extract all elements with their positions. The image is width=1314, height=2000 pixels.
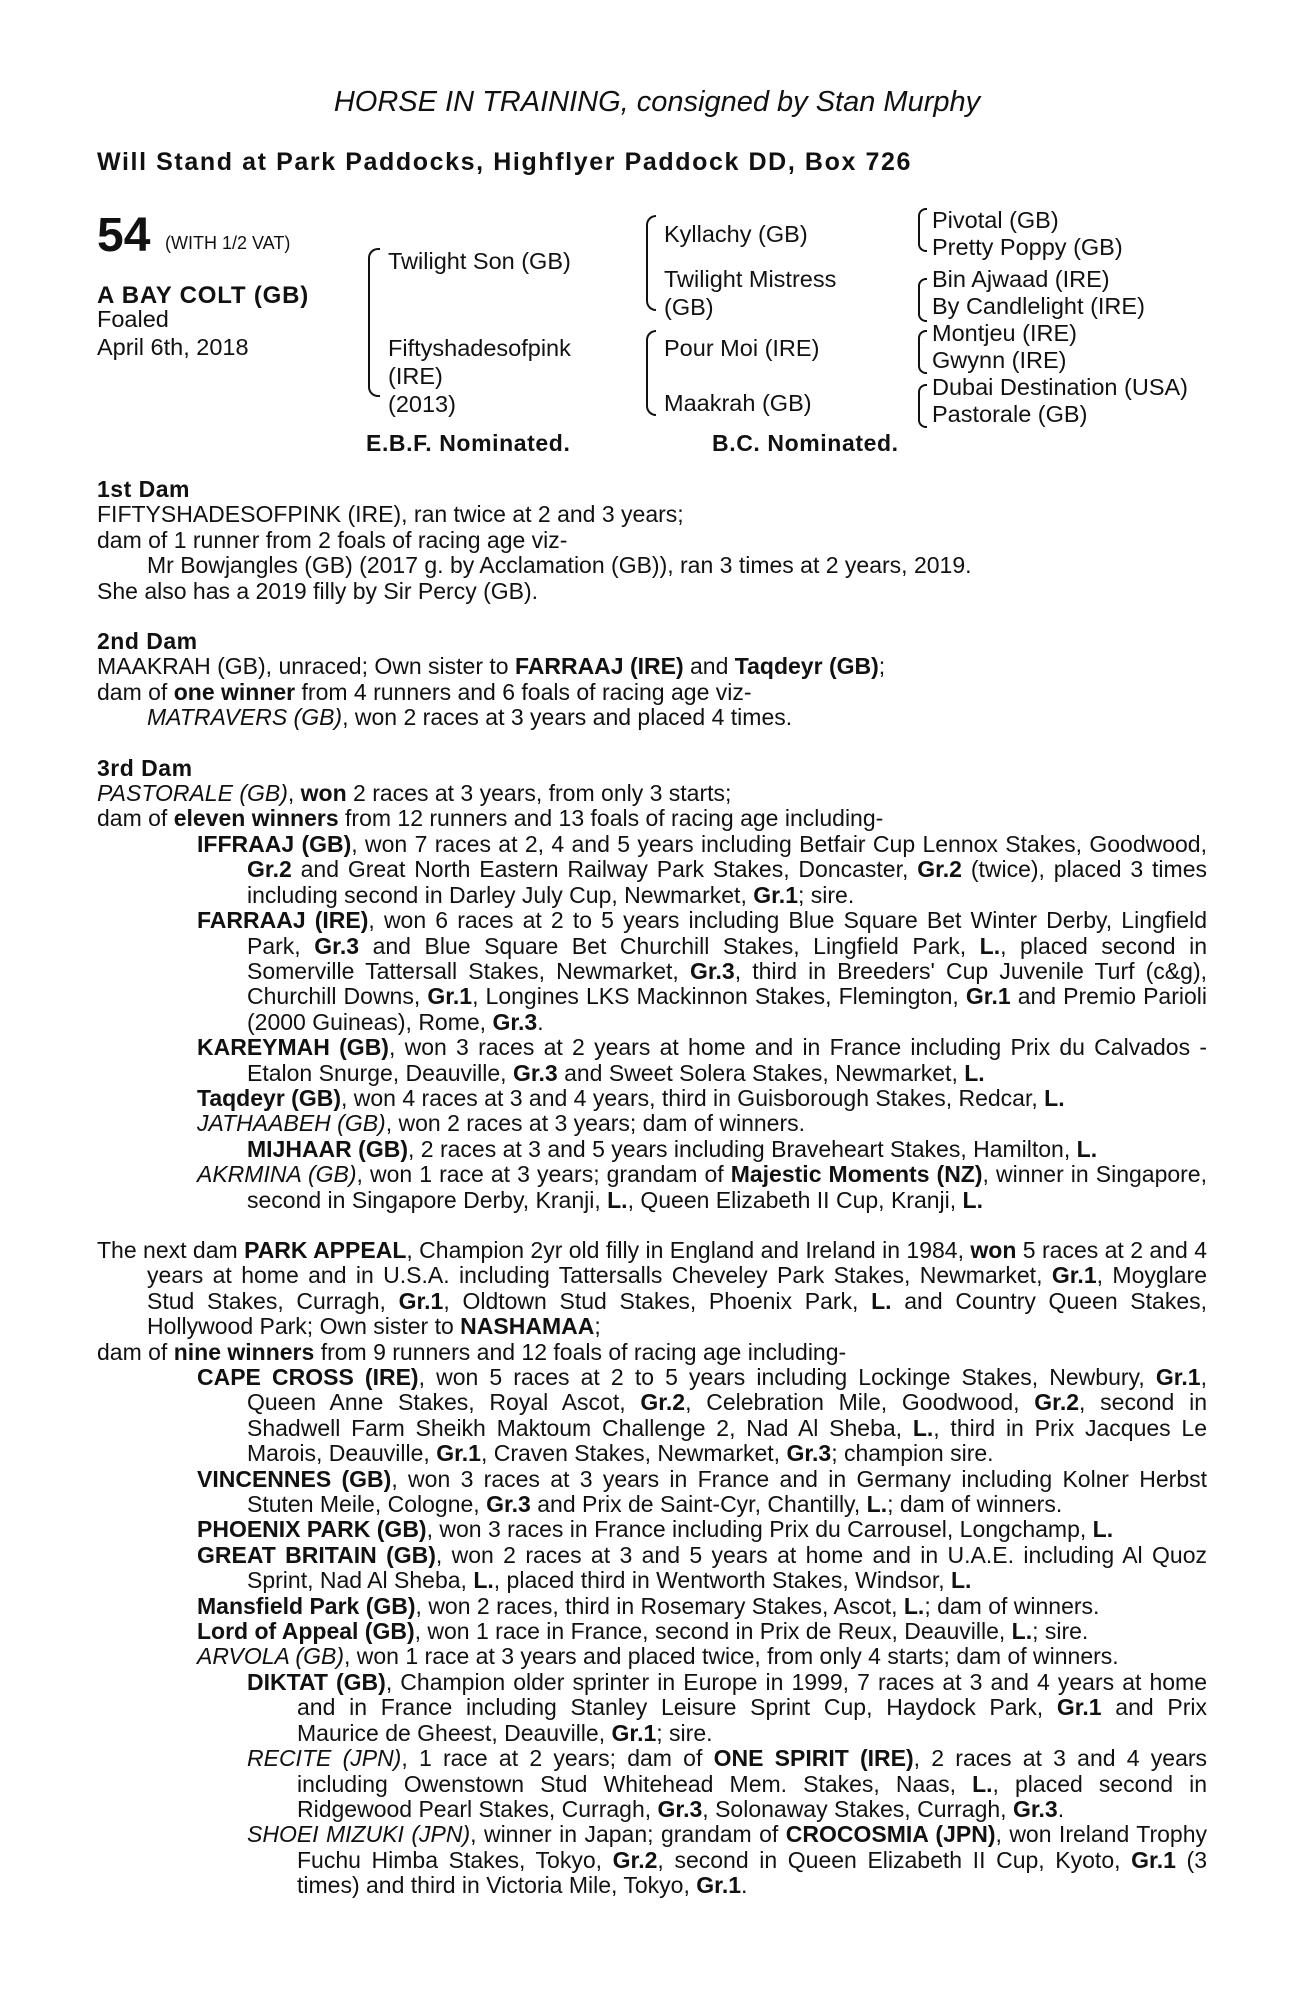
first-dam-produce: dam of 1 runner from 2 foals of racing age viz- [97, 526, 568, 553]
catalogue-heading: HORSE IN TRAINING, consigned by Stan Murphy [333, 86, 981, 118]
progeny-vincennes: VINCENNES (GB), won 3 races at 3 years in France and in Germany including Kolner Herbst Stuten Meile, Cologne, Gr.3 and Prix de Saint-Cyr, Chantilly, L.; dam of winners. [197, 1465, 1208, 1518]
sire-dam-brace [368, 248, 380, 397]
vat-note: (WITH 1/2 VAT) [165, 233, 291, 253]
bc-nominated: B.C. Nominated. [712, 430, 899, 456]
progeny-diktat: DIKTAT (GB), Champion older sprinter in Europe in 1999, 7 races at 3 and 4 years at home and in France including Stanley Leisure Sprint Cup, Haydock Park, Gr.1 and Prix Maurice de Gheest, Deauville, Gr.1; sire. [247, 1668, 1207, 1746]
progeny-iffraaj: IFFRAAJ (GB), won 7 races at 2, 4 and 5 years including Betfair Cup Lennox Stakes, Goodwood, Gr.2 and Great North Eastern Railway Park Stakes, Doncaster, Gr.2 (twice), placed 3 times including second in Darley July Cup, Newmarket, Gr.1; sire. [197, 830, 1207, 908]
ebf-nominated: E.B.F. Nominated. [366, 430, 571, 456]
progeny-phoenix-park: PHOENIX PARK (GB), won 3 races in France including Prix du Carrousel, Longchamp, L. [197, 1516, 1114, 1543]
dams-dam: Maakrah (GB) [664, 390, 812, 416]
dam-line-brace [646, 330, 656, 416]
third-dam-section [97, 756, 1207, 1213]
catalogue-body [97, 477, 1207, 1899]
brace-g3 [918, 330, 927, 374]
pedigree-ssd: Pretty Poppy (GB) [932, 234, 1123, 260]
second-dam-produce: dam of one winner from 4 runners and 6 foals of racing age viz- [97, 678, 752, 705]
third-dam-heading: 3rd Dam [97, 754, 193, 781]
progeny-lord-of-appeal: Lord of Appeal (GB), won 1 race in France, second in Prix de Reux, Deauville, L.; sire. [197, 1618, 1089, 1645]
first-dam-line: FIFTYSHADESOFPINK (IRE), ran twice at 2 and 3 years; [97, 501, 684, 528]
sire-name: Twilight Son (GB) [388, 248, 571, 274]
next-dam-produce: dam of nine winners from 9 runners and 12 foals of racing age including- [97, 1338, 847, 1365]
first-dam-runner: Mr Bowjangles (GB) (2017 g. by Acclamation (GB)), ran 3 times at 2 years, 2019. [147, 552, 972, 579]
brace-g1 [918, 208, 927, 252]
pedigree-dss: Montjeu (IRE) [932, 320, 1077, 346]
first-dam-foal: She also has a 2019 filly by Sir Percy (GB). [97, 577, 539, 604]
brace-g4 [918, 384, 927, 428]
third-dam-line: PASTORALE (GB), won 2 races at 3 years, from only 3 starts; [97, 780, 732, 807]
lot-number: 54 [97, 209, 151, 262]
brace-g2 [918, 278, 927, 322]
first-dam-section [97, 477, 1207, 604]
progeny-mansfield-park: Mansfield Park (GB), won 2 races, third in Rosemary Stakes, Ascot, L.; dam of winners. [197, 1592, 1100, 1619]
progeny-jathaabeh: JATHAABEH (GB), won 2 races at 3 years; dam of winners. [197, 1110, 806, 1137]
progeny-mijhaar: MIJHAAR (GB), 2 races at 3 and 5 years including Braveheart Stakes, Hamilton, L. [247, 1135, 1098, 1162]
second-dam-runner: MATRAVERS (GB), won 2 races at 3 years and placed 4 times. [147, 704, 793, 731]
third-dam-produce: dam of eleven winners from 12 runners and 13 foals of racing age including- [97, 805, 884, 832]
lot-description: A BAY COLT (GB) [97, 282, 310, 309]
foaled-date: April 6th, 2018 [97, 334, 249, 360]
sires-dam-line1: Twilight Mistress [664, 266, 837, 292]
second-dam-heading: 2nd Dam [97, 628, 198, 655]
sires-sire: Kyllachy (GB) [664, 221, 808, 247]
progeny-great-britain: GREAT BRITAIN (GB), won 2 races at 3 and 5 years at home and in U.A.E. including Al Quoz Sprint, Nad Al Sheba, L., placed third in Wentworth Stakes, Windsor, L. [197, 1541, 1207, 1594]
stand-location: Will Stand at Park Paddocks, Highflyer Paddock DD, Box 726 [97, 148, 913, 176]
pedigree-dds: Dubai Destination (USA) [932, 374, 1188, 400]
dam-name-line3: (2013) [388, 391, 456, 417]
dam-name-line2: (IRE) [388, 363, 443, 389]
second-dam-section [97, 629, 1207, 731]
progeny-kareymah: KAREYMAH (GB), won 3 races at 2 years at home and in France including Prix du Calvados - Etalon Snurge, Deauville, Gr.3 and Sweet Solera Stakes, Newmarket, L. [197, 1034, 1207, 1086]
next-dam-line: The next dam PARK APPEAL, Champion 2yr old filly in England and Ireland in 1984, won 5 races at 2 and 4 years at home and in U.S.A. including Tattersalls Cheveley Park Stakes, Newmarket, Gr.1, Moyglare Stud Stakes, Curragh, Gr.1, Oldtown Stud Stakes, Phoenix Park, L. and Country Queen Stakes, Hollywood Park; Own sister to NASHAMAA; [97, 1236, 1208, 1340]
progeny-taqdeyr: Taqdeyr (GB), won 4 races at 3 and 4 years, third in Guisborough Stakes, Redcar, L. [197, 1084, 1065, 1111]
progeny-farraaj: FARRAAJ (IRE), won 6 races at 2 to 5 years including Blue Square Bet Winter Derby, Lingfield Park, Gr.3 and Blue Square Bet Churchill Stakes, Lingfield Park, L., placed second in Somerville Tattersall Stakes, Newmarket, Gr.3, third in Breeders' Cup Juvenile Turf (c&g), Churchill Downs, Gr.1, Longines LKS Mackinnon Stakes, Flemington, Gr.1 and Premio Parioli (2000 Guineas), Rome, Gr.3. [197, 907, 1208, 1035]
progeny-akrmina: AKRMINA (GB), won 1 race at 3 years; grandam of Majestic Moments (NZ), winner in Singapore, second in Singapore Derby, Kranji, L., Queen Elizabeth II Cup, Kranji, L. [197, 1161, 1207, 1213]
dam-name-line1: Fiftyshadesofpink [388, 335, 571, 361]
sire-line-brace [646, 215, 656, 311]
next-dam-section [97, 1238, 1207, 1899]
pedigree-ddd: Pastorale (GB) [932, 401, 1088, 427]
progeny-arvola: ARVOLA (GB), won 1 race at 3 years and placed twice, from only 4 starts; dam of winners. [197, 1643, 1119, 1670]
progeny-cape-cross: CAPE CROSS (IRE), won 5 races at 2 to 5 years including Lockinge Stakes, Newbury, Gr.1, Queen Anne Stakes, Royal Ascot, Gr.2, Celebration Mile, Goodwood, Gr.2, second in Shadwell Farm Sheikh Maktoum Challenge 2, Nad Al Sheba, L., third in Prix Jacques Le Marois, Deauville, Gr.1, Craven Stakes, Newmarket, Gr.3; champion sire. [197, 1364, 1207, 1467]
dams-sire: Pour Moi (IRE) [664, 335, 820, 361]
pedigree-sss: Pivotal (GB) [932, 207, 1059, 233]
pedigree-sds: Bin Ajwaad (IRE) [932, 266, 1110, 292]
first-dam-heading: 1st Dam [97, 476, 190, 502]
second-dam-line: MAAKRAH (GB), unraced; Own sister to FARRAAJ (IRE) and Taqdeyr (GB); [97, 653, 886, 680]
progeny-shoei-mizuki: SHOEI MIZUKI (JPN), winner in Japan; grandam of CROCOSMIA (JPN), won Ireland Trophy Fuchu Himba Stakes, Tokyo, Gr.2, second in Queen Elizabeth II Cup, Kyoto, Gr.1 (3 times) and third in Victoria Mile, Tokyo, Gr.1. [247, 1821, 1207, 1899]
pedigree-sdd: By Candlelight (IRE) [932, 293, 1145, 319]
pedigree-dsd: Gwynn (IRE) [932, 347, 1067, 373]
foaled-label: Foaled [97, 306, 169, 332]
progeny-recite: RECITE (JPN), 1 race at 2 years; dam of ONE SPIRIT (IRE), 2 races at 3 and 4 years including Owenstown Stud Whitehead Mem. Stakes, Naas, L., placed second in Ridgewood Pearl Stakes, Curragh, Gr.3, Solonaway Stakes, Curragh, Gr.3. [247, 1745, 1208, 1822]
sires-dam-line2: (GB) [664, 294, 714, 320]
